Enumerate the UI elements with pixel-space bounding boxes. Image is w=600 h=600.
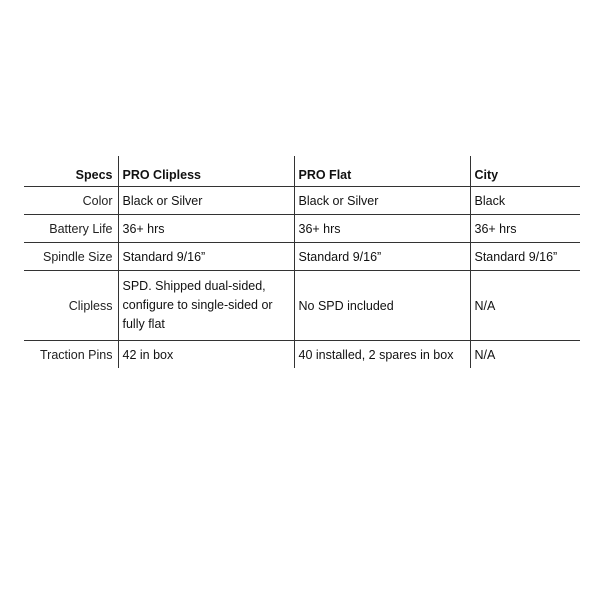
- cell-pro-flat: No SPD included: [294, 271, 470, 341]
- cell-pro-flat: 36+ hrs: [294, 215, 470, 243]
- cell-pro-clipless: SPD. Shipped dual-sided, configure to single-sided or fully flat: [118, 271, 294, 341]
- cell-pro-clipless: 36+ hrs: [118, 215, 294, 243]
- cell-city: N/A: [470, 341, 580, 369]
- header-specs: Specs: [24, 156, 118, 187]
- table-row-battery-life: [24, 215, 580, 243]
- cell-pro-flat: 40 installed, 2 spares in box: [294, 341, 470, 369]
- row-label: Spindle Size: [24, 243, 118, 271]
- header-city: City: [470, 156, 580, 187]
- cell-city: Standard 9/16”: [470, 243, 580, 271]
- cell-pro-clipless: 42 in box: [118, 341, 294, 369]
- cell-city: N/A: [470, 271, 580, 341]
- cell-city: Black: [470, 187, 580, 215]
- row-label: Color: [24, 187, 118, 215]
- cell-pro-clipless: Standard 9/16”: [118, 243, 294, 271]
- row-label: Battery Life: [24, 215, 118, 243]
- cell-pro-flat: Standard 9/16”: [294, 243, 470, 271]
- table-row-clipless: [24, 271, 580, 341]
- row-label: Traction Pins: [40, 347, 113, 362]
- spec-comparison-table: [24, 156, 580, 368]
- header-pro-clipless: PRO Clipless: [118, 156, 294, 187]
- row-label: Clipless: [24, 271, 118, 341]
- table-header-row: [24, 156, 580, 187]
- cell-city: 36+ hrs: [470, 215, 580, 243]
- table-row-traction-pins: [24, 341, 580, 369]
- table-row-color: [24, 187, 580, 215]
- cell-pro-clipless: Black or Silver: [118, 187, 294, 215]
- cell-pro-flat: Black or Silver: [294, 187, 470, 215]
- table-row-spindle-size: [24, 243, 580, 271]
- header-pro-flat: PRO Flat: [294, 156, 470, 187]
